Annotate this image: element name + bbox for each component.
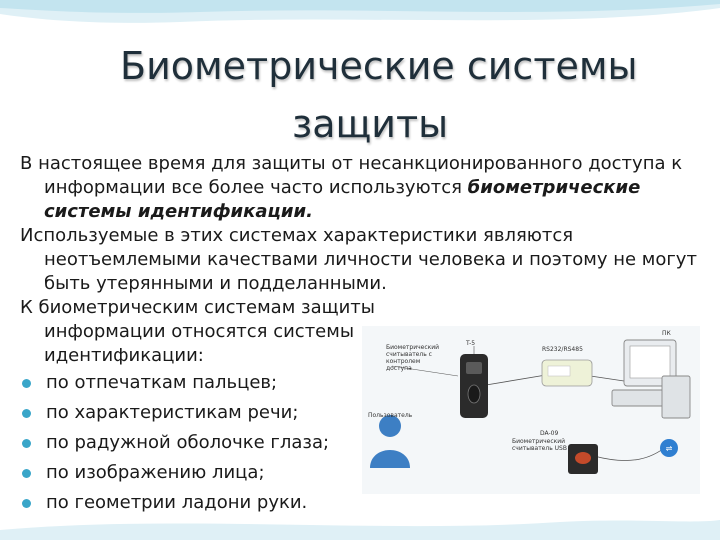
- usb-cable: [594, 446, 667, 461]
- t5-controller-icon: [460, 354, 488, 418]
- connection-line: [480, 374, 552, 386]
- biometric-system-diagram: [362, 326, 700, 494]
- list-item-text: по изображению лица;: [46, 462, 265, 483]
- label-t5: T-5: [466, 340, 476, 347]
- paragraph-characteristics: Используемые в этих системах характеристики являются неотъемлемыми качествами личности человека и поэтому не могут быть утерянными и подделанными.: [20, 225, 697, 294]
- label-converter: RS232/RS485: [542, 346, 583, 353]
- usb-fingerprint-reader-icon: [568, 444, 598, 474]
- label-controller: Биометрический считыватель с контролем доступа: [386, 344, 440, 372]
- converter-icon: [542, 360, 592, 386]
- paragraph-intro-emphasis: биометрические системы идентификации.: [44, 177, 641, 222]
- label-user: Пользователь: [368, 412, 413, 419]
- title-line-2: защиты: [292, 102, 449, 146]
- label-pc: ПК: [662, 330, 671, 337]
- bullet-icon: [22, 439, 31, 448]
- list-item-text: по характеристикам речи;: [46, 402, 299, 423]
- bullet-icon: [22, 409, 31, 418]
- paragraph-systems: К биометрическим системам защиты информации относятся системы идентификации:: [20, 297, 375, 366]
- computer-icon: [612, 340, 690, 418]
- bullet-icon: [22, 379, 31, 388]
- list-item-text: по отпечаткам пальцев;: [46, 372, 278, 393]
- paragraph-intro-text: В настоящее время для защиты от несанкционированного доступа к информации все более часто используются: [20, 153, 683, 198]
- title-line-1: Биометрические системы: [120, 44, 638, 88]
- bottom-wave-decoration: [0, 500, 720, 540]
- list-item-text: по геометрии ладони руки.: [46, 492, 308, 513]
- bullet-icon: [22, 469, 31, 478]
- usb-icon: [660, 439, 678, 457]
- list-item-text: по радужной оболочке глаза;: [46, 432, 330, 453]
- paragraph-intro: [20, 152, 705, 224]
- label-da09: DA-09: [540, 430, 559, 437]
- label-usb-reader: Биометрический считыватель USB: [512, 438, 567, 452]
- user-avatar-icon: [370, 415, 410, 468]
- svg-text:⇌: ⇌: [665, 444, 673, 453]
